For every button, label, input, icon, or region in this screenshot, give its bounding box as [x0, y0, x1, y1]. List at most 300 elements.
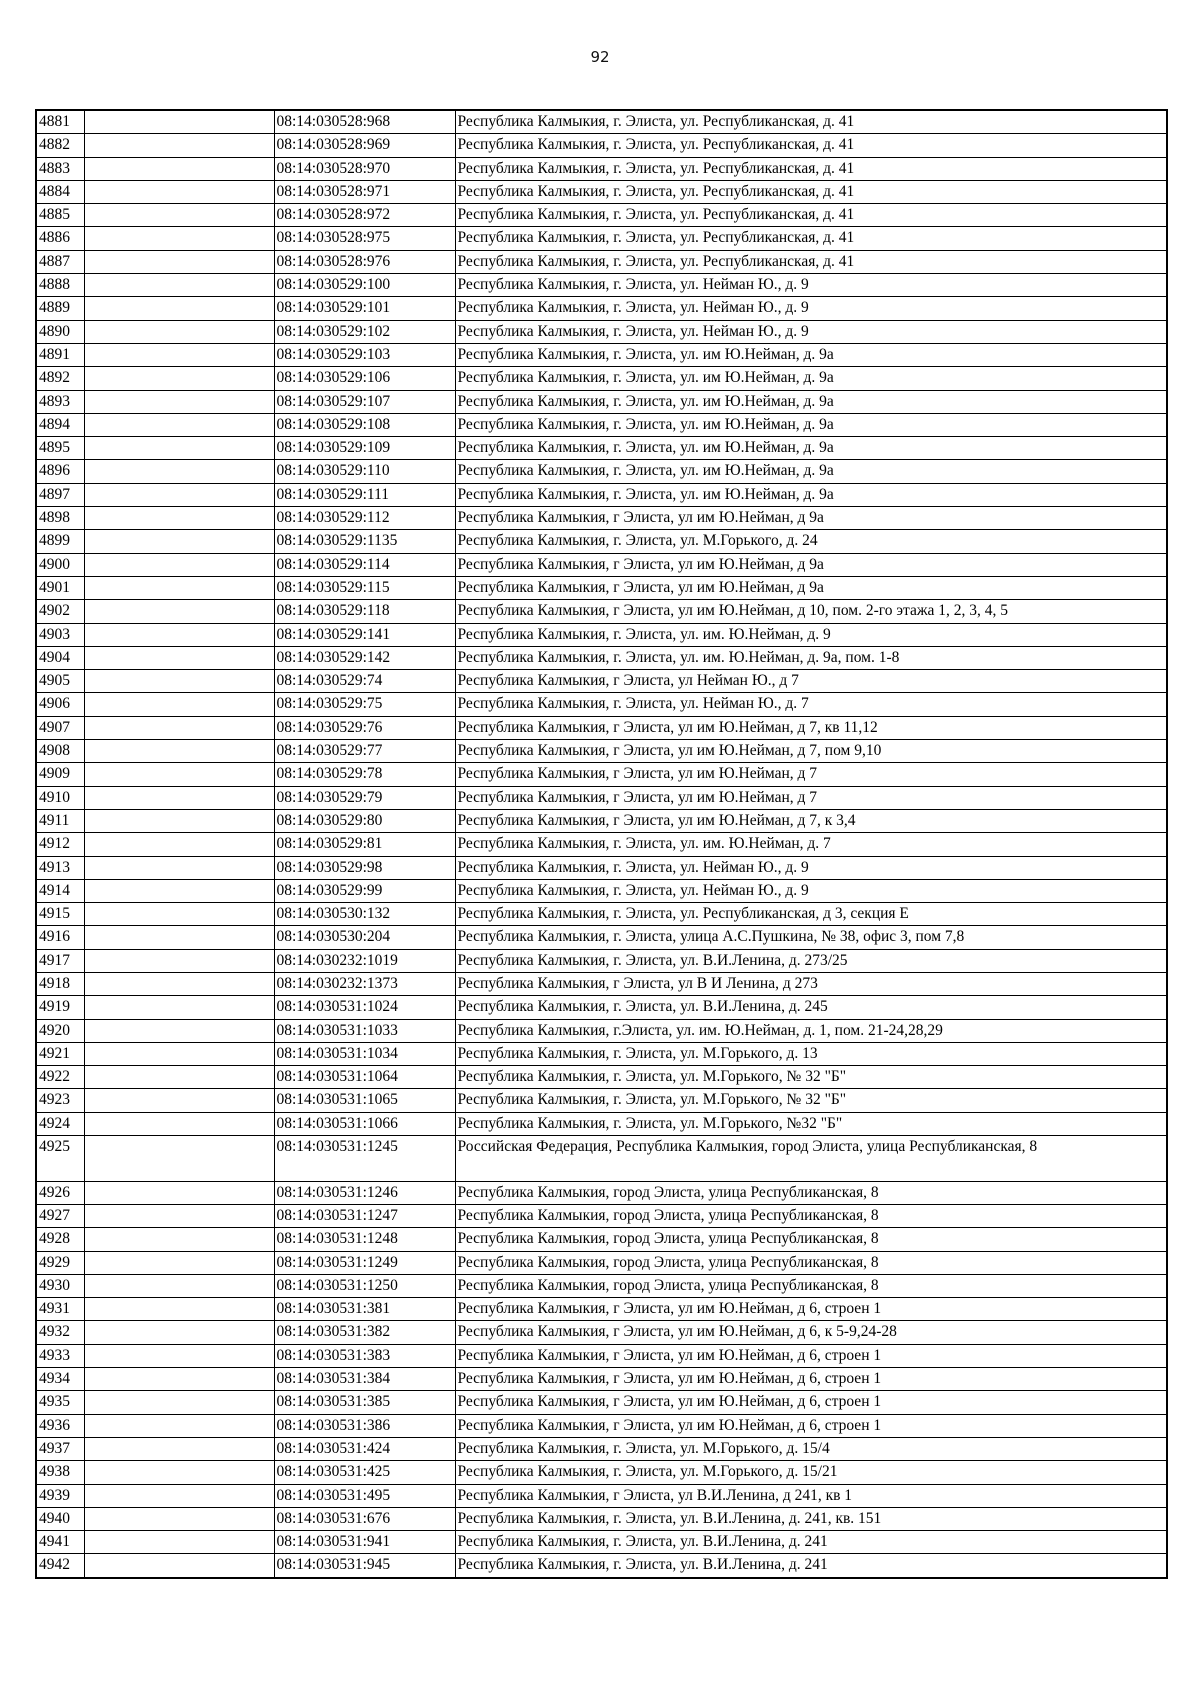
- cadastral-number-cell: 08:14:030529:114: [274, 553, 455, 576]
- table-row: [36, 297, 1167, 320]
- table-row: [36, 1089, 1167, 1112]
- address-cell: Республика Калмыкия, г. Элиста, ул. В.И.Ленина, д. 245: [455, 996, 1167, 1019]
- table-row: [36, 1554, 1167, 1578]
- row-number-cell: 4893: [36, 390, 84, 413]
- cadastral-number-cell: 08:14:030528:969: [274, 134, 455, 157]
- cadastral-number-cell: 08:14:030529:111: [274, 483, 455, 506]
- address-cell: Республика Калмыкия, г. Элиста, ул. М.Горького, д. 15/21: [455, 1461, 1167, 1484]
- blank-cell: [84, 460, 274, 483]
- blank-cell: [84, 367, 274, 390]
- row-number-cell: 4939: [36, 1484, 84, 1507]
- address-cell: Республика Калмыкия, г. Элиста, ул. М.Горького, д. 24: [455, 530, 1167, 553]
- blank-cell: [84, 1321, 274, 1344]
- cadastral-number-cell: 08:14:030531:425: [274, 1461, 455, 1484]
- table-row: [36, 367, 1167, 390]
- blank-cell: [84, 274, 274, 297]
- address-cell: Республика Калмыкия, г. Элиста, ул. Республиканская, д. 41: [455, 250, 1167, 273]
- address-cell: Республика Калмыкия, г.Элиста, ул. им. Ю.Нейман, д. 1, пом. 21-24,28,29: [455, 1019, 1167, 1042]
- row-number-cell: 4890: [36, 320, 84, 343]
- row-number-cell: 4914: [36, 879, 84, 902]
- row-number-cell: 4933: [36, 1344, 84, 1367]
- cadastral-number-cell: 08:14:030529:142: [274, 646, 455, 669]
- blank-cell: [84, 1507, 274, 1530]
- table-row: [36, 134, 1167, 157]
- table-row: [36, 180, 1167, 203]
- address-cell: Республика Калмыкия, г Элиста, ул им Ю.Нейман, д 9а: [455, 553, 1167, 576]
- address-cell: Республика Калмыкия, г Элиста, ул им Ю.Нейман, д 7, кв 11,12: [455, 716, 1167, 739]
- row-number-cell: 4923: [36, 1089, 84, 1112]
- cadastral-number-cell: 08:14:030529:103: [274, 343, 455, 366]
- blank-cell: [84, 1181, 274, 1204]
- cadastral-number-cell: 08:14:030531:1034: [274, 1042, 455, 1065]
- table-row: [36, 1507, 1167, 1530]
- table-row: [36, 320, 1167, 343]
- cadastral-number-cell: 08:14:030528:975: [274, 227, 455, 250]
- table-row: [36, 623, 1167, 646]
- blank-cell: [84, 204, 274, 227]
- cadastral-number-cell: 08:14:030531:1246: [274, 1181, 455, 1204]
- blank-cell: [84, 670, 274, 693]
- address-cell: Республика Калмыкия, г. Элиста, ул. Нейман Ю., д. 9: [455, 856, 1167, 879]
- address-cell: Республика Калмыкия, г. Элиста, ул. им Ю.Нейман, д. 9а: [455, 390, 1167, 413]
- row-number-cell: 4897: [36, 483, 84, 506]
- address-cell: Республика Калмыкия, г Элиста, ул Нейман Ю., д 7: [455, 670, 1167, 693]
- cadastral-number-cell: 08:14:030531:384: [274, 1368, 455, 1391]
- table-row: [36, 1344, 1167, 1367]
- table-row: [36, 879, 1167, 902]
- blank-cell: [84, 1414, 274, 1437]
- blank-cell: [84, 623, 274, 646]
- cadastral-number-cell: 08:14:030529:141: [274, 623, 455, 646]
- blank-cell: [84, 483, 274, 506]
- row-number-cell: 4932: [36, 1321, 84, 1344]
- table-row: [36, 227, 1167, 250]
- address-cell: Республика Калмыкия, г. Элиста, ул. Республиканская, д. 41: [455, 227, 1167, 250]
- address-cell: Республика Калмыкия, г. Элиста, ул. Нейман Ю., д. 9: [455, 320, 1167, 343]
- address-cell: Республика Калмыкия, г. Элиста, ул. В.И.Ленина, д. 273/25: [455, 949, 1167, 972]
- address-cell: Республика Калмыкия, г. Элиста, ул. им Ю.Нейман, д. 9а: [455, 413, 1167, 436]
- row-number-cell: 4907: [36, 716, 84, 739]
- row-number-cell: 4915: [36, 903, 84, 926]
- row-number-cell: 4892: [36, 367, 84, 390]
- address-cell: Республика Калмыкия, г Элиста, ул им Ю.Нейман, д 7, к 3,4: [455, 809, 1167, 832]
- address-cell: Республика Калмыкия, город Элиста, улица Республиканская, 8: [455, 1228, 1167, 1251]
- cadastral-number-cell: 08:14:030531:386: [274, 1414, 455, 1437]
- row-number-cell: 4922: [36, 1066, 84, 1089]
- address-cell: Республика Калмыкия, г. Элиста, ул. В.И.Ленина, д. 241: [455, 1531, 1167, 1554]
- address-cell: Республика Калмыкия, г Элиста, ул им Ю.Нейман, д 6, строен 1: [455, 1391, 1167, 1414]
- row-number-cell: 4888: [36, 274, 84, 297]
- row-number-cell: 4918: [36, 972, 84, 995]
- cadastral-number-cell: 08:14:030529:74: [274, 670, 455, 693]
- blank-cell: [84, 250, 274, 273]
- blank-cell: [84, 530, 274, 553]
- cadastral-number-cell: 08:14:030531:1245: [274, 1136, 455, 1182]
- cadastral-number-cell: 08:14:030531:1064: [274, 1066, 455, 1089]
- table-row: [36, 483, 1167, 506]
- table-row: [36, 343, 1167, 366]
- blank-cell: [84, 390, 274, 413]
- row-number-cell: 4902: [36, 600, 84, 623]
- cadastral-number-cell: 08:14:030529:77: [274, 740, 455, 763]
- blank-cell: [84, 693, 274, 716]
- address-cell: Республика Калмыкия, г Элиста, ул им Ю.Нейман, д 6, строен 1: [455, 1298, 1167, 1321]
- table-row: [36, 110, 1167, 134]
- address-cell: Республика Калмыкия, г. Элиста, ул. им. Ю.Нейман, д. 9а, пом. 1-8: [455, 646, 1167, 669]
- address-cell: Республика Калмыкия, г. Элиста, ул. Нейман Ю., д. 7: [455, 693, 1167, 716]
- cadastral-number-cell: 08:14:030529:102: [274, 320, 455, 343]
- table-row: [36, 926, 1167, 949]
- table-row: [36, 972, 1167, 995]
- table-row: [36, 553, 1167, 576]
- table-row: [36, 1251, 1167, 1274]
- address-cell: Республика Калмыкия, г Элиста, ул В.И.Ленина, д 241, кв 1: [455, 1484, 1167, 1507]
- blank-cell: [84, 507, 274, 530]
- blank-cell: [84, 1437, 274, 1460]
- row-number-cell: 4901: [36, 576, 84, 599]
- cadastral-number-cell: 08:14:030528:971: [274, 180, 455, 203]
- row-number-cell: 4909: [36, 763, 84, 786]
- row-number-cell: 4925: [36, 1136, 84, 1182]
- cadastral-number-cell: 08:14:030531:1066: [274, 1112, 455, 1135]
- row-number-cell: 4935: [36, 1391, 84, 1414]
- address-cell: Республика Калмыкия, г. Элиста, улица А.С.Пушкина, № 38, офис 3, пом 7,8: [455, 926, 1167, 949]
- address-cell: Республика Калмыкия, г. Элиста, ул. В.И.Ленина, д. 241, кв. 151: [455, 1507, 1167, 1530]
- cadastral-number-cell: 08:14:030531:424: [274, 1437, 455, 1460]
- row-number-cell: 4940: [36, 1507, 84, 1530]
- blank-cell: [84, 553, 274, 576]
- row-number-cell: 4926: [36, 1181, 84, 1204]
- table-row: [36, 1112, 1167, 1135]
- address-cell: Республика Калмыкия, г Элиста, ул им Ю.Нейман, д 6, к 5-9,24-28: [455, 1321, 1167, 1344]
- table-row: [36, 833, 1167, 856]
- table-row: [36, 507, 1167, 530]
- blank-cell: [84, 996, 274, 1019]
- blank-cell: [84, 903, 274, 926]
- address-cell: Республика Калмыкия, г. Элиста, ул. М.Горького, д. 13: [455, 1042, 1167, 1065]
- row-number-cell: 4899: [36, 530, 84, 553]
- row-number-cell: 4898: [36, 507, 84, 530]
- address-cell: Республика Калмыкия, г. Элиста, ул. В.И.Ленина, д. 241: [455, 1554, 1167, 1578]
- cadastral-number-cell: 08:14:030531:1250: [274, 1274, 455, 1297]
- blank-cell: [84, 1461, 274, 1484]
- blank-cell: [84, 809, 274, 832]
- row-number-cell: 4889: [36, 297, 84, 320]
- table-row: [36, 1204, 1167, 1227]
- blank-cell: [84, 437, 274, 460]
- row-number-cell: 4885: [36, 204, 84, 227]
- table-row: [36, 390, 1167, 413]
- address-cell: Республика Калмыкия, г Элиста, ул им Ю.Нейман, д 6, строен 1: [455, 1368, 1167, 1391]
- blank-cell: [84, 1298, 274, 1321]
- row-number-cell: 4936: [36, 1414, 84, 1437]
- blank-cell: [84, 786, 274, 809]
- row-number-cell: 4904: [36, 646, 84, 669]
- row-number-cell: 4895: [36, 437, 84, 460]
- table-row: [36, 1484, 1167, 1507]
- registry-table-body: [36, 110, 1167, 1578]
- row-number-cell: 4906: [36, 693, 84, 716]
- table-row: [36, 1437, 1167, 1460]
- row-number-cell: 4884: [36, 180, 84, 203]
- row-number-cell: 4931: [36, 1298, 84, 1321]
- address-cell: Республика Калмыкия, г. Элиста, ул. им Ю.Нейман, д. 9а: [455, 343, 1167, 366]
- row-number-cell: 4937: [36, 1437, 84, 1460]
- blank-cell: [84, 879, 274, 902]
- row-number-cell: 4927: [36, 1204, 84, 1227]
- address-cell: Республика Калмыкия, г. Элиста, ул. Республиканская, д. 41: [455, 180, 1167, 203]
- table-row: [36, 1136, 1167, 1182]
- cadastral-number-cell: 08:14:030529:80: [274, 809, 455, 832]
- row-number-cell: 4928: [36, 1228, 84, 1251]
- address-cell: Республика Калмыкия, г Элиста, ул им Ю.Нейман, д 7: [455, 786, 1167, 809]
- address-cell: Республика Калмыкия, г Элиста, ул им Ю.Нейман, д 7: [455, 763, 1167, 786]
- blank-cell: [84, 297, 274, 320]
- blank-cell: [84, 716, 274, 739]
- blank-cell: [84, 1251, 274, 1274]
- row-number-cell: 4919: [36, 996, 84, 1019]
- address-cell: Республика Калмыкия, г Элиста, ул им Ю.Нейман, д 9а: [455, 507, 1167, 530]
- table-row: [36, 274, 1167, 297]
- blank-cell: [84, 1274, 274, 1297]
- cadastral-number-cell: 08:14:030232:1373: [274, 972, 455, 995]
- table-row: [36, 576, 1167, 599]
- row-number-cell: 4881: [36, 110, 84, 134]
- row-number-cell: 4942: [36, 1554, 84, 1578]
- cadastral-number-cell: 08:14:030531:381: [274, 1298, 455, 1321]
- cadastral-number-cell: 08:14:030529:112: [274, 507, 455, 530]
- blank-cell: [84, 833, 274, 856]
- address-cell: Республика Калмыкия, город Элиста, улица Республиканская, 8: [455, 1181, 1167, 1204]
- address-cell: Республика Калмыкия, г. Элиста, ул. им Ю.Нейман, д. 9а: [455, 367, 1167, 390]
- blank-cell: [84, 763, 274, 786]
- row-number-cell: 4896: [36, 460, 84, 483]
- address-cell: Республика Калмыкия, г. Элиста, ул. им. Ю.Нейман, д. 9: [455, 623, 1167, 646]
- table-row: [36, 763, 1167, 786]
- table-row: [36, 460, 1167, 483]
- cadastral-number-cell: 08:14:030531:383: [274, 1344, 455, 1367]
- address-cell: Республика Калмыкия, г. Элиста, ул. М.Горького, № 32 "Б": [455, 1066, 1167, 1089]
- blank-cell: [84, 1019, 274, 1042]
- table-row: [36, 1298, 1167, 1321]
- table-row: [36, 413, 1167, 436]
- registry-table: [35, 109, 1168, 1579]
- blank-cell: [84, 926, 274, 949]
- row-number-cell: 4894: [36, 413, 84, 436]
- cadastral-number-cell: 08:14:030529:110: [274, 460, 455, 483]
- row-number-cell: 4917: [36, 949, 84, 972]
- cadastral-number-cell: 08:14:030529:101: [274, 297, 455, 320]
- row-number-cell: 4912: [36, 833, 84, 856]
- blank-cell: [84, 1554, 274, 1578]
- cadastral-number-cell: 08:14:030531:676: [274, 1507, 455, 1530]
- table-row: [36, 949, 1167, 972]
- row-number-cell: 4924: [36, 1112, 84, 1135]
- cadastral-number-cell: 08:14:030529:107: [274, 390, 455, 413]
- blank-cell: [84, 1042, 274, 1065]
- row-number-cell: 4886: [36, 227, 84, 250]
- blank-cell: [84, 576, 274, 599]
- address-cell: Республика Калмыкия, г. Элиста, ул. им. Ю.Нейман, д. 7: [455, 833, 1167, 856]
- table-row: [36, 1228, 1167, 1251]
- address-cell: Республика Калмыкия, город Элиста, улица Республиканская, 8: [455, 1274, 1167, 1297]
- table-row: [36, 1042, 1167, 1065]
- cadastral-number-cell: 08:14:030529:98: [274, 856, 455, 879]
- row-number-cell: 4920: [36, 1019, 84, 1042]
- cadastral-number-cell: 08:14:030529:75: [274, 693, 455, 716]
- cadastral-number-cell: 08:14:030531:495: [274, 1484, 455, 1507]
- blank-cell: [84, 1204, 274, 1227]
- table-row: [36, 204, 1167, 227]
- address-cell: Республика Калмыкия, г. Элиста, ул. М.Горького, №32 "Б": [455, 1112, 1167, 1135]
- address-cell: Республика Калмыкия, г. Элиста, ул. Республиканская, д. 41: [455, 110, 1167, 134]
- blank-cell: [84, 1112, 274, 1135]
- row-number-cell: 4905: [36, 670, 84, 693]
- table-row: [36, 809, 1167, 832]
- row-number-cell: 4913: [36, 856, 84, 879]
- row-number-cell: 4883: [36, 157, 84, 180]
- cadastral-number-cell: 08:14:030529:106: [274, 367, 455, 390]
- table-row: [36, 716, 1167, 739]
- table-row: [36, 1414, 1167, 1437]
- address-cell: Республика Калмыкия, г Элиста, ул им Ю.Нейман, д 6, строен 1: [455, 1414, 1167, 1437]
- table-row: [36, 530, 1167, 553]
- table-row: [36, 1019, 1167, 1042]
- address-cell: Республика Калмыкия, город Элиста, улица Республиканская, 8: [455, 1204, 1167, 1227]
- page-number: 92: [590, 48, 610, 66]
- row-number-cell: 4930: [36, 1274, 84, 1297]
- blank-cell: [84, 1368, 274, 1391]
- blank-cell: [84, 413, 274, 436]
- table-row: [36, 1181, 1167, 1204]
- table-row: [36, 157, 1167, 180]
- row-number-cell: 4934: [36, 1368, 84, 1391]
- blank-cell: [84, 1484, 274, 1507]
- address-cell: Республика Калмыкия, город Элиста, улица Республиканская, 8: [455, 1251, 1167, 1274]
- table-row: [36, 1461, 1167, 1484]
- row-number-cell: 4910: [36, 786, 84, 809]
- table-row: [36, 600, 1167, 623]
- table-row: [36, 903, 1167, 926]
- row-number-cell: 4908: [36, 740, 84, 763]
- cadastral-number-cell: 08:14:030529:108: [274, 413, 455, 436]
- cadastral-number-cell: 08:14:030528:968: [274, 110, 455, 134]
- row-number-cell: 4916: [36, 926, 84, 949]
- table-row: [36, 1066, 1167, 1089]
- cadastral-number-cell: 08:14:030531:945: [274, 1554, 455, 1578]
- row-number-cell: 4921: [36, 1042, 84, 1065]
- cadastral-number-cell: 08:14:030531:1024: [274, 996, 455, 1019]
- blank-cell: [84, 740, 274, 763]
- table-row: [36, 250, 1167, 273]
- cadastral-number-cell: 08:14:030528:976: [274, 250, 455, 273]
- table-row: [36, 740, 1167, 763]
- blank-cell: [84, 343, 274, 366]
- address-cell: Республика Калмыкия, г. Элиста, ул. Республиканская, д. 41: [455, 204, 1167, 227]
- table-row: [36, 996, 1167, 1019]
- address-cell: Республика Калмыкия, г. Элиста, ул. им Ю.Нейман, д. 9а: [455, 460, 1167, 483]
- address-cell: Республика Калмыкия, г. Элиста, ул. М.Горького, № 32 "Б": [455, 1089, 1167, 1112]
- row-number-cell: 4911: [36, 809, 84, 832]
- cadastral-number-cell: 08:14:030528:970: [274, 157, 455, 180]
- cadastral-number-cell: 08:14:030529:1135: [274, 530, 455, 553]
- cadastral-number-cell: 08:14:030531:1033: [274, 1019, 455, 1042]
- table-row: [36, 1531, 1167, 1554]
- table-row: [36, 670, 1167, 693]
- address-cell: Республика Калмыкия, г Элиста, ул им Ю.Нейман, д 9а: [455, 576, 1167, 599]
- address-cell: Республика Калмыкия, г. Элиста, ул. Республиканская, д. 41: [455, 157, 1167, 180]
- row-number-cell: 4903: [36, 623, 84, 646]
- blank-cell: [84, 1136, 274, 1182]
- blank-cell: [84, 949, 274, 972]
- table-row: [36, 1274, 1167, 1297]
- blank-cell: [84, 972, 274, 995]
- address-cell: Республика Калмыкия, г. Элиста, ул. Нейман Ю., д. 9: [455, 297, 1167, 320]
- cadastral-number-cell: 08:14:030529:109: [274, 437, 455, 460]
- blank-cell: [84, 1228, 274, 1251]
- cadastral-number-cell: 08:14:030531:1247: [274, 1204, 455, 1227]
- blank-cell: [84, 1391, 274, 1414]
- address-cell: Республика Калмыкия, г. Элиста, ул. Республиканская, д. 41: [455, 134, 1167, 157]
- blank-cell: [84, 320, 274, 343]
- cadastral-number-cell: 08:14:030529:78: [274, 763, 455, 786]
- cadastral-number-cell: 08:14:030232:1019: [274, 949, 455, 972]
- blank-cell: [84, 1344, 274, 1367]
- address-cell: Республика Калмыкия, г Элиста, ул им Ю.Нейман, д 7, пом 9,10: [455, 740, 1167, 763]
- row-number-cell: 4900: [36, 553, 84, 576]
- row-number-cell: 4891: [36, 343, 84, 366]
- address-cell: Республика Калмыкия, г. Элиста, ул. М.Горького, д. 15/4: [455, 1437, 1167, 1460]
- blank-cell: [84, 1089, 274, 1112]
- cadastral-number-cell: 08:14:030531:1248: [274, 1228, 455, 1251]
- row-number-cell: 4929: [36, 1251, 84, 1274]
- cadastral-number-cell: 08:14:030531:382: [274, 1321, 455, 1344]
- cadastral-number-cell: 08:14:030531:1249: [274, 1251, 455, 1274]
- table-row: [36, 1368, 1167, 1391]
- blank-cell: [84, 1531, 274, 1554]
- table-row: [36, 693, 1167, 716]
- address-cell: Республика Калмыкия, г Элиста, ул им Ю.Нейман, д 6, строен 1: [455, 1344, 1167, 1367]
- cadastral-number-cell: 08:14:030531:385: [274, 1391, 455, 1414]
- blank-cell: [84, 646, 274, 669]
- address-cell: Республика Калмыкия, г. Элиста, ул. им Ю.Нейман, д. 9а: [455, 437, 1167, 460]
- table-row: [36, 437, 1167, 460]
- row-number-cell: 4941: [36, 1531, 84, 1554]
- cadastral-number-cell: 08:14:030530:132: [274, 903, 455, 926]
- cadastral-number-cell: 08:14:030529:79: [274, 786, 455, 809]
- table-row: [36, 646, 1167, 669]
- blank-cell: [84, 600, 274, 623]
- blank-cell: [84, 180, 274, 203]
- address-cell: Республика Калмыкия, г Элиста, ул В И Ленина, д 273: [455, 972, 1167, 995]
- cadastral-number-cell: 08:14:030529:76: [274, 716, 455, 739]
- cadastral-number-cell: 08:14:030529:99: [274, 879, 455, 902]
- blank-cell: [84, 157, 274, 180]
- address-cell: Республика Калмыкия, г. Элиста, ул. Нейман Ю., д. 9: [455, 879, 1167, 902]
- cadastral-number-cell: 08:14:030531:941: [274, 1531, 455, 1554]
- row-number-cell: 4882: [36, 134, 84, 157]
- table-row: [36, 1391, 1167, 1414]
- table-row: [36, 786, 1167, 809]
- address-cell: Республика Калмыкия, г. Элиста, ул. им Ю.Нейман, д. 9а: [455, 483, 1167, 506]
- cadastral-number-cell: 08:14:030530:204: [274, 926, 455, 949]
- row-number-cell: 4938: [36, 1461, 84, 1484]
- cadastral-number-cell: 08:14:030529:118: [274, 600, 455, 623]
- blank-cell: [84, 227, 274, 250]
- table-row: [36, 1321, 1167, 1344]
- blank-cell: [84, 134, 274, 157]
- address-cell: Республика Калмыкия, г. Элиста, ул. Республиканская, д 3, секция Е: [455, 903, 1167, 926]
